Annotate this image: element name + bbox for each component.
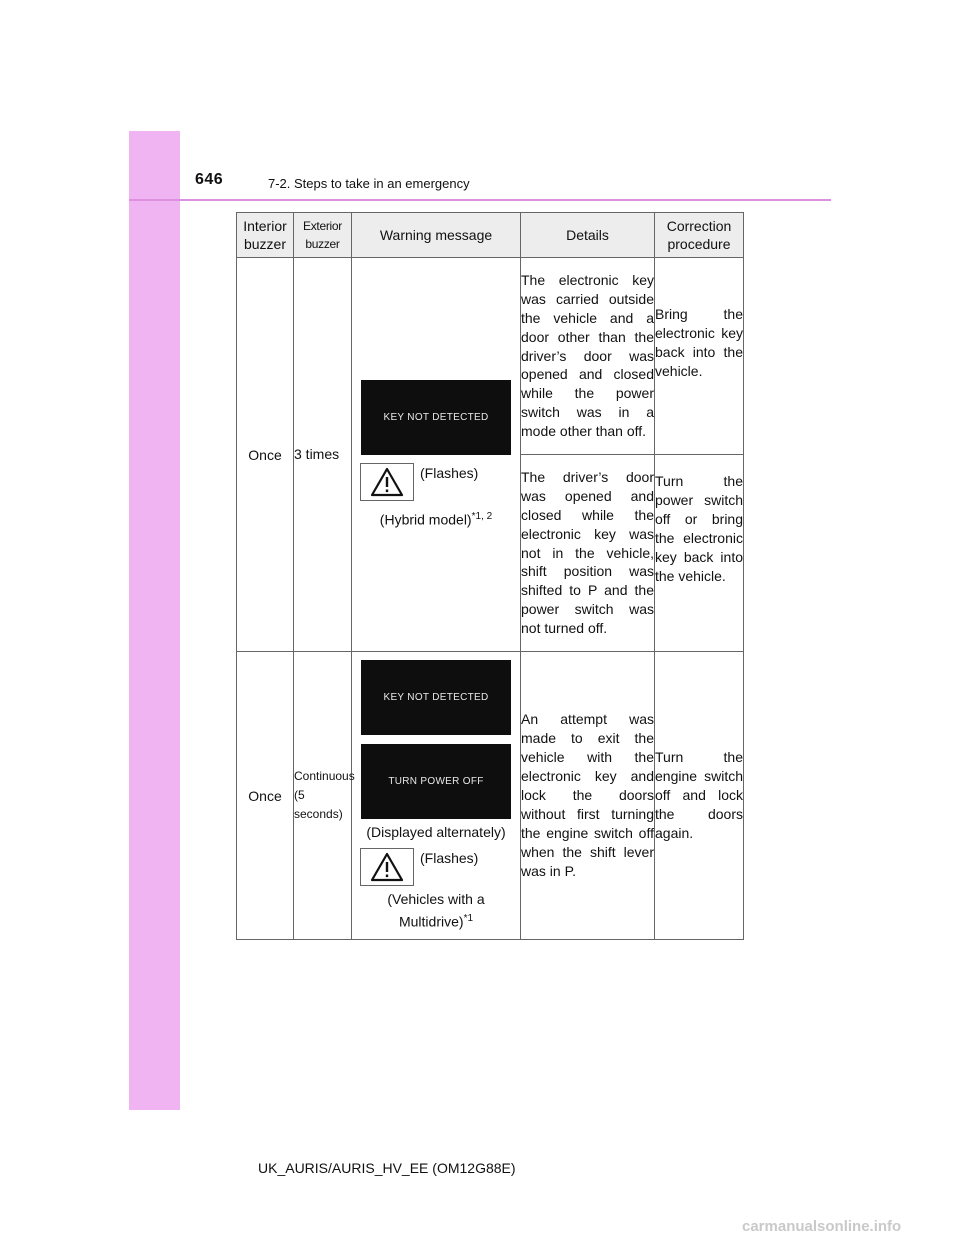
warning-light-box: [360, 463, 414, 501]
display-screen: [361, 744, 511, 819]
warning-triangle-icon: [370, 467, 404, 497]
table-row: [237, 258, 744, 455]
details-cell: The driver’s door was opened and closed while the electronic key was not in the vehicle, shift position was shifted to P and the power switch was not turned off.: [521, 455, 655, 652]
section-title: 7-2. Steps to take in an emergency: [268, 176, 470, 191]
interior-buzzer-cell: Once: [237, 258, 294, 652]
warning-message-cell: [352, 258, 521, 652]
warning-triangle-icon: [370, 852, 404, 882]
display-screen: [361, 380, 511, 455]
details-cell: The electronic key was carried outside the vehicle and a door other than the driver’s door was opened and closed while the power switch was in a mode other than off.: [521, 258, 655, 455]
page-number: 646: [195, 171, 224, 188]
footer-manual-code: UK_AURIS/AURIS_HV_EE (OM12G88E): [258, 1160, 516, 1176]
model-note-text: (Hybrid model): [379, 511, 472, 528]
chapter-side-tab: [129, 131, 180, 1110]
warning-indicator: [360, 463, 512, 501]
screen-text: TURN POWER OFF: [388, 775, 484, 787]
model-note: [352, 507, 520, 530]
model-note-text: (Vehicles with a Multidrive): [387, 890, 485, 930]
watermark: carmanualsonline.info: [742, 1218, 902, 1235]
warning-table: [236, 212, 744, 940]
header-exterior-buzzer: Exterior buzzer: [294, 213, 352, 258]
flashes-label: (Flashes): [420, 464, 479, 481]
screen-text: KEY NOT DETECTED: [383, 691, 489, 703]
flashes-label: (Flashes): [420, 849, 479, 866]
display-screen: [361, 660, 511, 735]
correction-cell: Turn the engine switch off and lock the doors again.: [655, 652, 744, 940]
footnote-ref: *1: [463, 912, 474, 924]
correction-cell: Turn the power switch off or bring the electronic key back into the vehicle.: [655, 455, 744, 652]
warning-indicator: [360, 848, 512, 886]
warning-light-box: [360, 848, 414, 886]
exterior-buzzer-cell: Continuous (5 seconds): [294, 652, 352, 940]
header-interior-buzzer: Interior buzzer: [237, 213, 294, 258]
correction-cell: Bring the electronic key back into the vehicle.: [655, 258, 744, 455]
exterior-buzzer-cell: 3 times: [294, 258, 352, 652]
warning-message-cell: [352, 652, 521, 940]
table-row: [237, 652, 744, 940]
header-correction-procedure: Correction procedure: [655, 213, 744, 258]
alternate-note: (Displayed alternately): [366, 823, 506, 840]
screen-text: KEY NOT DETECTED: [383, 411, 489, 423]
model-note: [352, 890, 520, 932]
interior-buzzer-cell: Once: [237, 652, 294, 940]
details-cell: An attempt was made to exit the vehicle with the electronic key and lock the doors without first turning the engine switch off when the shift lever was in P.: [521, 652, 655, 940]
header-warning-message: Warning message: [352, 213, 521, 258]
footnote-ref: *1, 2: [471, 510, 493, 522]
header-details: Details: [521, 213, 655, 258]
table-header-row: [237, 213, 744, 258]
header-rule: [129, 199, 831, 201]
